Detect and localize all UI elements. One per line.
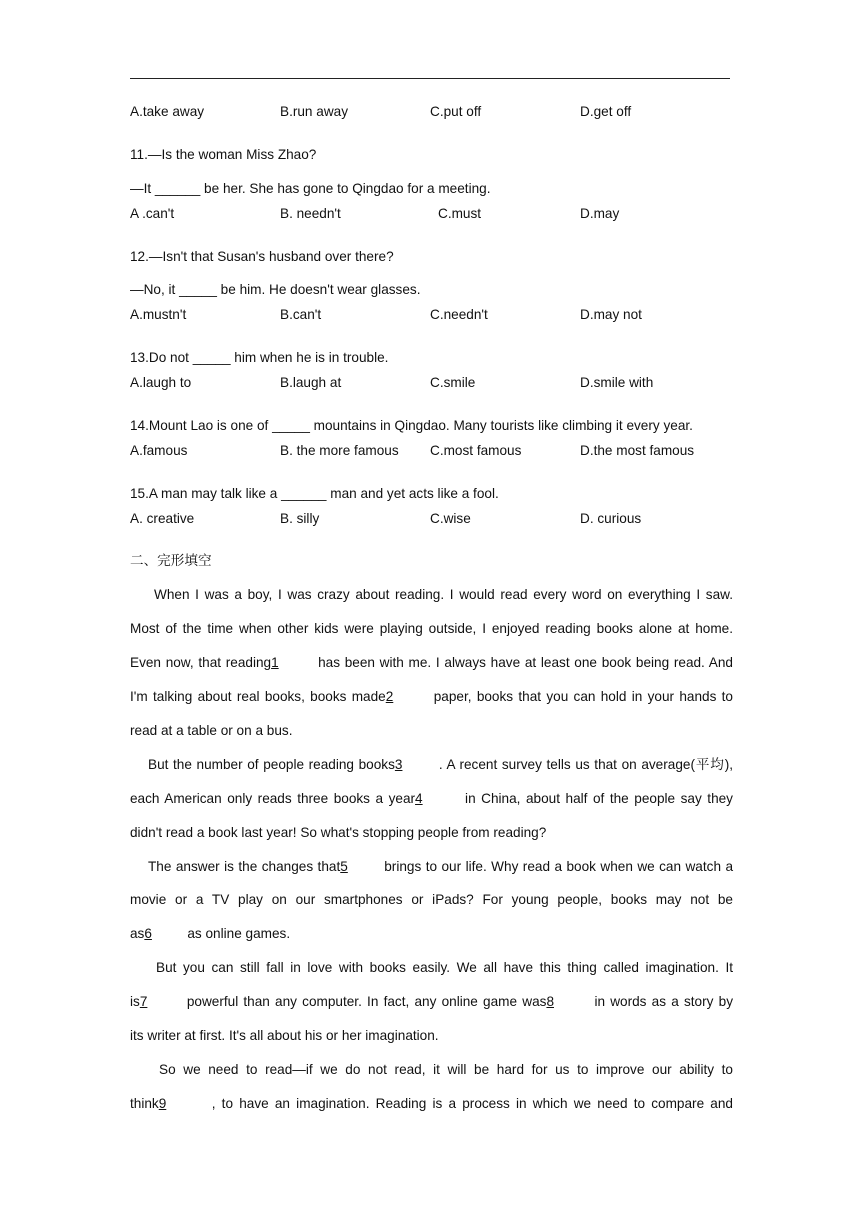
option-b: B. the more famous	[280, 442, 399, 458]
option-b: B. silly	[280, 510, 320, 526]
passage-text: in words as a story by	[594, 994, 733, 1010]
blank-4: 4	[415, 790, 423, 806]
q15-options	[130, 511, 733, 545]
passage-line	[130, 917, 733, 951]
blank-9: 9	[158, 1095, 167, 1111]
passage-line: When I was a boy, I was crazy about reading. I would read every word on everything I saw.	[154, 587, 733, 603]
option-c: C.most famous	[430, 442, 522, 458]
passage-text: in China, about half of the people say they	[465, 790, 733, 806]
passage-line	[130, 850, 733, 884]
passage-text: The answer is the changes that	[148, 858, 341, 874]
q14-options	[130, 443, 733, 477]
passage-text: , to have an imagination. Reading is a process in which we need to compare and	[211, 1095, 733, 1111]
passage-text: think	[130, 1095, 159, 1111]
option-d: D. curious	[580, 510, 642, 526]
passage-line: movie or a TV play on our smartphones or iPads? For young people, books may not be	[130, 892, 733, 908]
blank-6: 6	[144, 926, 152, 942]
header-rule	[130, 78, 730, 79]
passage-line	[130, 646, 733, 680]
passage-text: powerful than any computer. In fact, any online game was	[186, 994, 547, 1010]
passage-line: But you can still fall in love with books easily. We all have this thing called imagination. It	[156, 960, 733, 976]
option-a: A.famous	[130, 442, 188, 458]
passage-text: 平均	[694, 756, 725, 773]
passage-line	[130, 748, 733, 782]
passage-line: its writer at first. It's all about his or her imagination.	[130, 1028, 439, 1044]
option-d: D.may not	[580, 307, 642, 323]
option-a: A. creative	[130, 510, 195, 526]
passage-text: But the number of people reading books	[148, 756, 395, 772]
q15-stem: 15.A man may talk like a ______ man and yet acts like a fool.	[130, 485, 499, 501]
passage-line	[130, 680, 733, 714]
option-b: B.laugh at	[280, 375, 342, 391]
option-d: D.smile with	[580, 375, 654, 391]
option-d: D.may	[580, 205, 620, 221]
passage-text: brings to our life. Why read a book when we can watch a	[384, 858, 734, 874]
passage-line: didn't read a book last year! So what's stopping people from reading?	[130, 824, 547, 840]
q13-stem: 13.Do not _____ him when he is in trouble.	[130, 350, 389, 366]
passage-line: read at a table or on a bus.	[130, 723, 293, 739]
blank-2: 2	[385, 689, 394, 705]
option-a: A .can't	[130, 205, 175, 221]
q12-line2: —No, it _____ be him. He doesn't wear glasses.	[130, 282, 421, 298]
q14-stem: 14.Mount Lao is one of _____ mountains in Qingdao. Many tourists like climbing it every year.	[130, 418, 693, 434]
blank-7: 7	[139, 994, 148, 1010]
blank-5: 5	[340, 858, 348, 874]
passage-text: each American only reads three books a year	[130, 790, 416, 806]
passage-text: has been with me. I always have at least one book being read. And	[318, 655, 733, 671]
option-c: C.needn't	[430, 307, 488, 323]
passage-line	[130, 1087, 733, 1121]
q12-stem: 12.—Isn't that Susan's husband over there?	[130, 248, 394, 264]
option-a: A.mustn't	[130, 307, 187, 323]
q11-stem: 11.—Is the woman Miss Zhao?	[130, 146, 317, 162]
q13-options	[130, 375, 733, 409]
q11-options	[130, 206, 733, 240]
blank-1: 1	[271, 655, 279, 671]
blank-8: 8	[546, 994, 554, 1010]
section-title: 二、完形填空	[130, 552, 212, 569]
option-a: A.laugh to	[130, 375, 192, 391]
q12-options	[130, 307, 733, 341]
passage-line: Most of the time when other kids were playing outside, I enjoyed reading books alone at home.	[130, 621, 733, 637]
document-body	[130, 104, 733, 1121]
option-b: B. needn't	[280, 205, 341, 221]
option-b: B.run away	[280, 104, 349, 119]
passage-line	[130, 782, 733, 816]
passage-text: as	[130, 926, 145, 942]
option-c: C.put off	[430, 104, 482, 119]
option-c: C.must	[438, 205, 482, 221]
blank-3: 3	[394, 756, 403, 772]
passage-line	[130, 985, 733, 1019]
passage-text: is	[130, 994, 140, 1010]
passage-text: Even now, that reading	[130, 655, 272, 671]
option-c: C.wise	[430, 510, 471, 526]
option-b: B.can't	[280, 307, 322, 323]
option-d: D.get off	[580, 104, 632, 119]
q11-line2: —It ______ be her. She has gone to Qingdao for a meeting.	[130, 180, 491, 196]
option-d: D.the most famous	[580, 442, 695, 458]
passage-text: . A recent survey tells us that on average(	[438, 756, 695, 772]
q10-options	[130, 104, 733, 138]
passage-text: ),	[724, 756, 734, 772]
option-c: C.smile	[430, 375, 476, 391]
passage-text: as online games.	[187, 926, 291, 942]
option-a: A.take away	[130, 104, 205, 119]
passage-line: So we need to read—if we do not read, it will be hard for us to improve our ability to	[159, 1061, 733, 1077]
passage-text: I'm talking about real books, books made	[130, 689, 386, 705]
passage-text: paper, books that you can hold in your hands to	[433, 689, 733, 705]
